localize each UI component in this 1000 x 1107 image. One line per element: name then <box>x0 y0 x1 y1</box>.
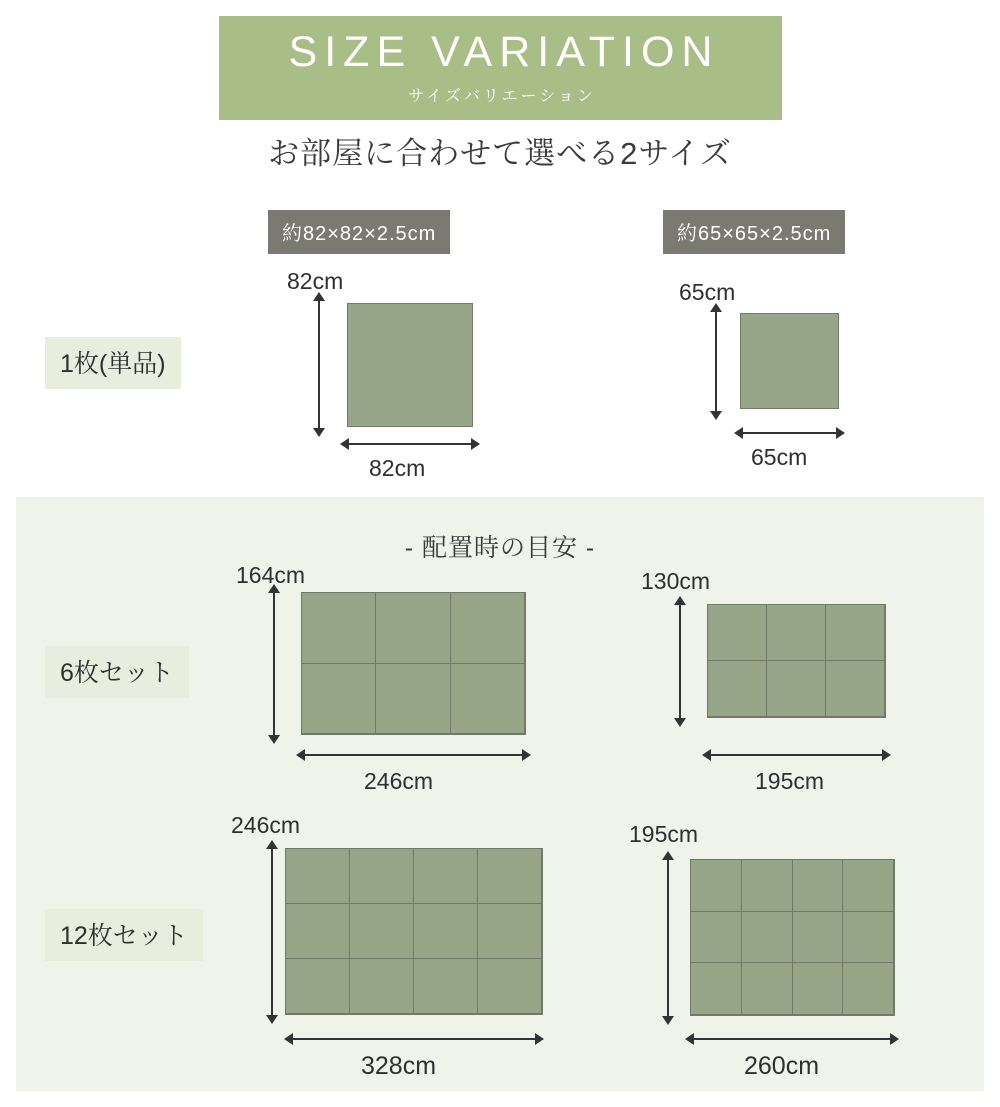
dimlabel-height-6set-82: 164cm <box>236 562 306 588</box>
dimline-v-6set-65 <box>679 604 681 718</box>
page-title: SIZE VARIATION <box>288 27 720 76</box>
dimlabel-width-single-82: 82cm <box>369 455 426 481</box>
dimcap-bottom-6set-82 <box>268 735 280 744</box>
lead-text: お部屋に合わせて選べる2サイズ <box>268 136 732 171</box>
dimline-v-single-82 <box>318 300 320 428</box>
dimlabel-width-6set-65: 195cm <box>755 768 825 794</box>
dimcap-left-6set-65 <box>702 749 711 761</box>
dimcap-top-12set-65 <box>662 851 674 860</box>
dimline-v-single-65 <box>715 311 717 411</box>
dimcap-top-6set-65 <box>674 596 686 605</box>
dimlabel-width-12set-65: 260cm <box>744 1052 820 1080</box>
dimcap-right-single-82 <box>471 438 480 450</box>
dimline-h-12set-82 <box>293 1038 535 1040</box>
dimlabel-height-6set-65: 130cm <box>641 568 711 594</box>
dimcap-left-single-82 <box>340 438 349 450</box>
row-label-single: 1枚(単品) <box>45 337 181 389</box>
size-pill-65: 約65×65×2.5cm <box>663 210 845 254</box>
dimcap-bottom-12set-65 <box>662 1016 674 1025</box>
mat-6set-65 <box>707 604 886 718</box>
dimcap-top-12set-82 <box>266 840 278 849</box>
header-band <box>219 16 782 120</box>
dimcap-bottom-single-65 <box>710 411 722 420</box>
dimcap-right-12set-65 <box>890 1033 899 1045</box>
dimcap-bottom-6set-65 <box>674 718 686 727</box>
dimline-h-12set-65 <box>694 1038 890 1040</box>
dimlabel-width-6set-82: 246cm <box>364 768 434 794</box>
placement-panel-title: - 配置時の目安 - <box>404 534 596 562</box>
dimcap-bottom-12set-82 <box>266 1015 278 1024</box>
mat-6set-82 <box>301 592 526 735</box>
dimline-h-6set-82 <box>305 754 522 756</box>
dimline-h-single-65 <box>743 432 836 434</box>
size-pill-82: 約82×82×2.5cm <box>268 210 450 254</box>
dimlabel-height-single-82: 82cm <box>287 268 344 294</box>
dimline-v-12set-82 <box>271 848 273 1015</box>
dimcap-right-12set-82 <box>535 1033 544 1045</box>
dimlabel-width-single-65: 65cm <box>751 444 808 470</box>
dimline-v-12set-65 <box>667 859 669 1016</box>
dimcap-right-6set-82 <box>522 749 531 761</box>
dimcap-right-6set-65 <box>882 749 891 761</box>
dimline-h-6set-65 <box>711 754 882 756</box>
mat-single-65 <box>740 313 839 409</box>
mat-single-82 <box>347 303 473 427</box>
dimlabel-height-12set-82: 246cm <box>231 812 301 838</box>
dimcap-left-single-65 <box>734 427 743 439</box>
dimcap-left-6set-82 <box>296 749 305 761</box>
row-label-6set: 6枚セット <box>45 646 189 698</box>
dimcap-right-single-65 <box>836 427 845 439</box>
mat-12set-82 <box>285 848 543 1015</box>
dimlabel-height-12set-65: 195cm <box>629 821 699 847</box>
dimcap-left-12set-82 <box>284 1033 293 1045</box>
dimcap-left-12set-65 <box>685 1033 694 1045</box>
dimline-h-single-82 <box>349 443 471 445</box>
dimlabel-height-single-65: 65cm <box>679 279 736 305</box>
dimcap-bottom-single-82 <box>313 428 325 437</box>
dimlabel-width-12set-82: 328cm <box>361 1052 437 1080</box>
row-label-12set: 12枚セット <box>45 909 203 961</box>
dimline-v-6set-82 <box>273 592 275 735</box>
page-subtitle: サイズバリエーション <box>408 88 596 106</box>
mat-12set-65 <box>690 859 895 1016</box>
